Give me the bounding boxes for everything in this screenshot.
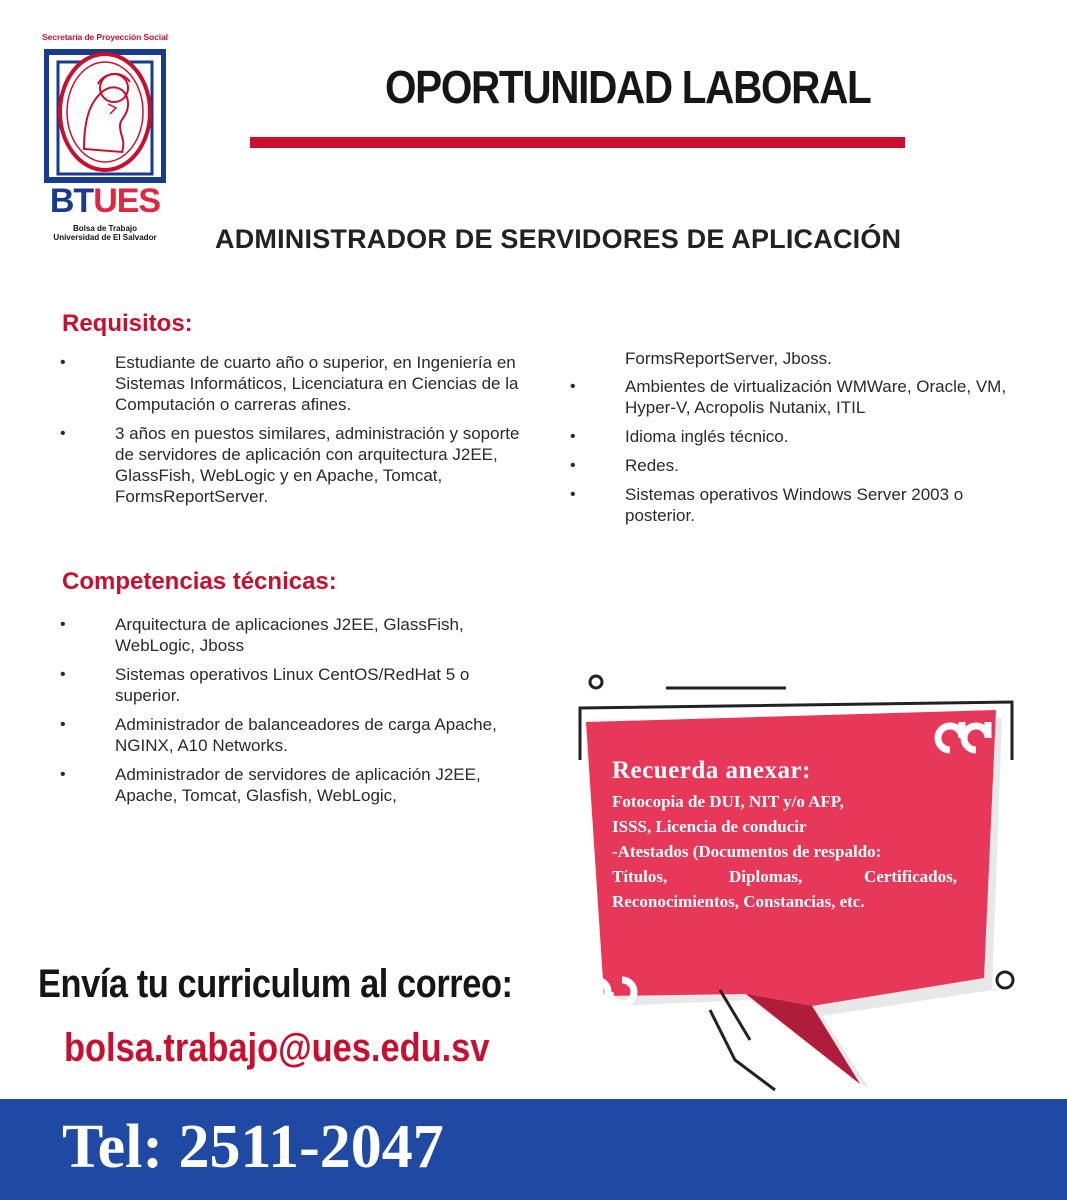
competencias-title: Competencias técnicas:	[62, 568, 337, 595]
decor-circle-icon	[997, 972, 1013, 988]
list-item: • Administrador de servidores de aplicación J2EE, Apache, Tomcat, Glasfish, WebLogic,	[60, 764, 520, 806]
list-item: • 3 años en puestos similares, administración y soporte de servidores de aplicación con arquitectura J2EE, GlassFish, WebLogic y en Apache, Tomcat, FormsReportServer.	[60, 423, 520, 507]
reminder-word: Diplomas,	[729, 867, 803, 886]
contact-email[interactable]: bolsa.trabajo@ues.edu.sv	[64, 1026, 490, 1070]
logo-bt: BT	[49, 182, 94, 220]
reminder-title: Recuerda anexar:	[612, 757, 811, 784]
logo-top-text: Secretaría de Proyección Social	[42, 32, 168, 42]
competencias-list	[60, 614, 520, 814]
logo-wordmark	[38, 184, 172, 218]
list-item: • Sistemas operativos Windows Server 2003 o posterior.	[570, 484, 1025, 526]
contact-phone[interactable]: Tel: 2511-2047	[62, 1113, 444, 1181]
btues-logo	[38, 28, 172, 243]
reminder-line: Reconocimientos, Constancias, etc.	[612, 892, 865, 911]
list-item: • Idioma inglés técnico.	[570, 426, 1025, 447]
list-item: • Sistemas operativos Linux CentOS/RedHat 5 o superior.	[60, 664, 520, 706]
logo-subtitle-line2: Universidad de El Salvador	[53, 233, 157, 243]
competencias-continued: FormsReportServer, Jboss.	[625, 349, 832, 368]
reminder-word: Títulos,	[612, 867, 668, 886]
list-item: • Redes.	[570, 455, 1025, 476]
decor-circle-icon	[590, 676, 602, 688]
list-item: • Ambientes de virtualización WMWare, Oracle, VM, Hyper-V, Acropolis Nutanix, ITIL	[570, 376, 1025, 418]
reminder-line: ISSS, Licencia de conducir	[612, 817, 807, 836]
logo-emblem-icon	[44, 44, 166, 184]
logo-ues: UES	[93, 182, 161, 220]
cv-instruction: Envía tu curriculum al correo:	[38, 962, 513, 1006]
reminder-word: Certificados,	[863, 867, 957, 886]
requisitos-title: Requisitos:	[62, 310, 193, 337]
headline: OPORTUNIDAD LABORAL	[385, 61, 871, 113]
list-item: • Estudiante de cuarto año o superior, en Ingeniería en Sistemas Informáticos, Licenciatura en Ciencias de la Computación o carreras afines.	[60, 352, 520, 415]
headline-divider	[250, 137, 905, 148]
reminder-line: -Atestados (Documentos de respaldo:	[612, 842, 882, 861]
logo-subtitle	[38, 224, 172, 242]
list-item: • Administrador de balanceadores de carga Apache, NGINX, A10 Networks.	[60, 714, 520, 756]
reminder-line: Fotocopia de DUI, NIT y/o AFP,	[612, 792, 844, 811]
reminder-line	[612, 864, 957, 889]
list-item: • Arquitectura de aplicaciones J2EE, GlassFish, WebLogic, Jboss	[60, 614, 520, 656]
reminder-note	[612, 757, 957, 914]
competencias-right-list	[570, 376, 1025, 534]
logo-subtitle-line1: Bolsa de Trabajo	[72, 224, 138, 233]
requisitos-list	[60, 352, 520, 515]
job-title: ADMINISTRADOR DE SERVIDORES DE APLICACIÓN	[215, 224, 902, 254]
